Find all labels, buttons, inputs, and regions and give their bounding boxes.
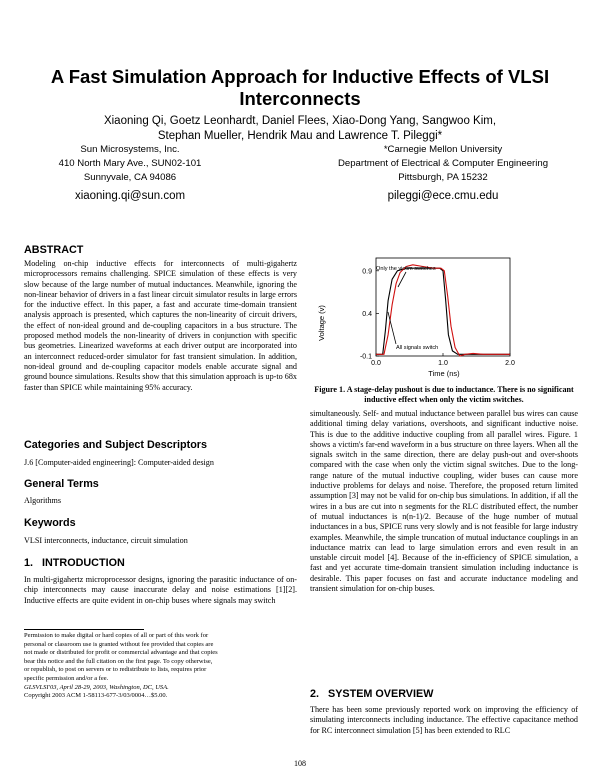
categories-text: J.6 [Computer-aided engineering]: Computer-aided design (24, 458, 214, 467)
authors-line-1: Xiaoning Qi, Goetz Leonhardt, Daniel Flees, Xiao-Dong Yang, Sangwoo Kim, (103, 115, 497, 127)
abstract-text: Modeling on-chip inductive effects for interconnects of multi-gigahertz microprocessors remains challenging. SPICE simulation of these effects is very slow because of the large number of mutual inductances. Meanwhile, ignoring the non-linear behavior of drivers in a fast linear circuit simulator results in large errors for the inductive effect. In this paper, a fast and accurate time-domain transient analysis approach is presented, which captures the non-linearity of circuit drivers, the effect of non-ideal ground and de-coupling capacitors in a bus structure. The proposed method models the non-linearity of drivers in conjunction with specific bus geometries. Linearized waveforms at each driver output are incorporated into an interconnect reduced-order simulator for fast transient simulation. In addition, non-ideal ground and de-coupling capacitor models enable accurate signal and ground bounce simulations. Results show that this simulation approach is up-to 68x faster than SPICE while maintaining 95% accuracy. (24, 259, 297, 392)
right-column-text: simultaneously. Self- and mutual inductance between parallel bus wires can cause additional timing delay variations, overshoots, and significant inductive noise. This is due to the additive inductive coupling from all parallel wires. Figure. 1 shows a victim's far-end waveform in a bus structure on three layers. When all the signals switch in the same direction, there are delay push-out and over-shoots compared with the case when only the victim signal switches. Due to the long-range nature of the mutual inductive coupling, wider buses can cause more inductive problems for delays and noise. Therefore, the proposed return limited assumption [3] may not be valid for on-chip bus simulations. In addition, if all the wires in a bus are cut into n segments for the RLC distributed effect, the number of mutual inductances is n(n-1)/2. Because of the huge number of mutual inductances in a bus, SPICE runs very slowly and is not feasible for large industry examples. Meanwhile, the simple truncation of mutual inductance couplings in an inductance matrix can lead to large simulation errors and even result in an unstable circuit model [4]. Because of the in-efficiency of SPICE simulation, a fast and yet accurate time-domain transient simulation including inductance is desirable. This paper focuses on fast and accurate inductance modeling and transient simulation for on-chip buses. (310, 409, 578, 594)
series-line-victim-only (376, 268, 510, 354)
aff-left-email[interactable]: xiaoning.qi@sun.com (74, 190, 186, 202)
footnote-rule (24, 629, 144, 630)
abstract-heading: ABSTRACT (24, 244, 84, 256)
perm-line: or republish, to post on servers or to redistribute to lists, requires prior (24, 666, 207, 674)
paper-title: A Fast Simulation Approach for Inductive Effects of VLSI Interconnects (50, 66, 550, 109)
series-line-all-switch (376, 265, 510, 356)
page-number: 108 (294, 759, 306, 768)
perm-line: bear this notice and the full citation on the first page. To copy otherwise, (24, 657, 213, 665)
annotation-all-signals: All signals switch (396, 345, 439, 351)
introduction-text: In multi-gigahertz microprocessor designs, ignoring the parasitic inductance of on-chip interconnects may cause inaccurate delay and noise estimations [1][2]. Inductive effects are quite evident in on-chip buses where signals may switch (24, 575, 297, 605)
perm-line: GLSVLSI'03, April 28-29, 2003, Washington, DC, USA. (24, 683, 169, 691)
y-tick-label: -0.1 (359, 353, 372, 361)
keywords-heading: Keywords (24, 517, 76, 529)
perm-line: personal or classroom use is granted without fee provided that copies are (24, 640, 214, 648)
figure-1-chart (310, 250, 580, 380)
aff-left-addr1: 410 North Mary Ave., SUN02-101 (58, 158, 202, 169)
aff-right-org: *Carnegie Mellon University (383, 144, 503, 155)
affiliation-left (40, 143, 220, 204)
permission-notice (24, 632, 297, 701)
aff-right-addr2: Pittsburgh, PA 15232 (398, 172, 488, 183)
affiliation-right (318, 143, 568, 204)
system-overview-heading: 2. SYSTEM OVERVIEW (310, 688, 434, 700)
perm-line: Permission to make digital or hard copies of all or part of this work for (24, 632, 209, 639)
figure-1-caption: Figure 1. A stage-delay pushout is due to inductance. There is no significant inductive effect when only the victim switches. (314, 385, 574, 405)
x-tick-label: 0.0 (371, 360, 381, 367)
x-tick-label: 1.0 (438, 360, 448, 367)
aff-left-org: Sun Microsystems, Inc. (80, 144, 180, 155)
keywords-text: VLSI interconnects, inductance, circuit simulation (24, 536, 188, 545)
system-overview-text: There has been some previously reported work on improving the efficiency of simulating interconnects including inductance. The effective capacitance method for RC interconnect simulation [5] has been extended to RLC (310, 705, 578, 735)
perm-line: specific permission and/or a fee. (24, 674, 109, 682)
general-terms-heading: General Terms (24, 478, 99, 490)
y-tick-label: 0.9 (362, 268, 372, 276)
y-axis-label: Voltage (v) (317, 305, 326, 341)
introduction-heading: 1. INTRODUCTION (24, 557, 125, 569)
perm-line: Copyright 2003 ACM 1-58113-677-3/03/0004…$5.00. (24, 692, 168, 700)
x-axis-label: Time (ns) (428, 369, 460, 378)
annotation-only-victim: Only the victim switches (376, 266, 436, 272)
authors-line-2: Stephan Mueller, Hendrik Mau and Lawrence T. Pileggi* (157, 130, 443, 142)
author-list (30, 114, 570, 144)
categories-heading: Categories and Subject Descriptors (24, 439, 207, 451)
perm-line: not made or distributed for profit or commercial advantage and that copies (24, 649, 218, 657)
x-tick-label: 2.0 (505, 360, 515, 367)
general-terms-text: Algorithms (24, 496, 62, 505)
aff-right-email[interactable]: pileggi@ece.cmu.edu (387, 190, 499, 202)
aff-left-addr2: Sunnyvale, CA 94086 (83, 172, 177, 183)
aff-right-addr1: Department of Electrical & Computer Engineering (337, 158, 549, 169)
y-tick-label: 0.4 (362, 310, 372, 318)
